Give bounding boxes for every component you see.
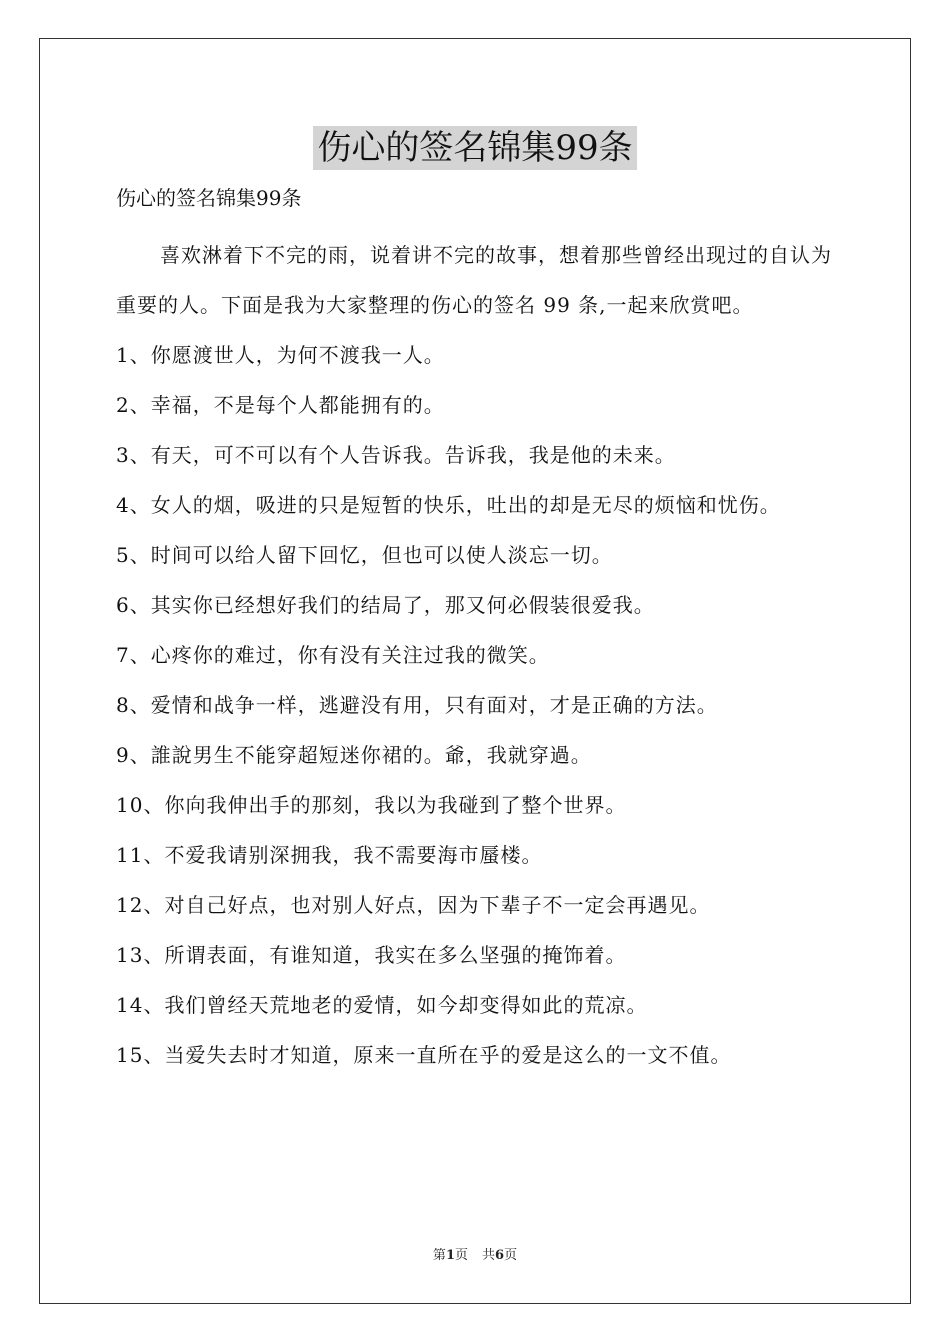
- list-item: 10、你向我伸出手的那刻，我以为我碰到了整个世界。: [116, 793, 627, 817]
- list-item: 1、你愿渡世人，为何不渡我一人。: [116, 343, 445, 367]
- page-current: 1: [445, 1248, 455, 1263]
- list-item: 4、女人的烟，吸进的只是短暂的快乐，吐出的却是无尽的烦恼和忧伤。: [116, 493, 781, 517]
- list-item: 14、我们曾经天荒地老的爱情，如今却变得如此的荒凉。: [116, 993, 648, 1017]
- list-item: 12、对自己好点，也对别人好点，因为下辈子不一定会再遇见。: [116, 893, 711, 917]
- list-item: 15、当爱失去时才知道，原来一直所在乎的爱是这么的一文不值。: [116, 1043, 732, 1067]
- list-item: 5、时间可以给人留下回忆，但也可以使人淡忘一切。: [116, 543, 613, 567]
- document-title: 伤心的签名锦集99条: [313, 126, 636, 170]
- list-item: 13、所谓表面，有谁知道，我实在多么坚强的掩饰着。: [116, 943, 627, 967]
- list-item: 6、其实你已经想好我们的结局了，那又何必假装很爱我。: [116, 593, 655, 617]
- list-item: 7、心疼你的难过，你有没有关注过我的微笑。: [116, 643, 550, 667]
- document-body: [116, 230, 836, 1080]
- page-prefix: 第: [432, 1248, 446, 1263]
- page-footer: [0, 1247, 950, 1265]
- list-item: 8、爱情和战争一样，逃避没有用，只有面对，才是正确的方法。: [116, 693, 718, 717]
- page-suffix: 页: [454, 1248, 468, 1263]
- page-total: 6: [495, 1248, 505, 1263]
- document-subtitle: 伤心的签名锦集99条: [116, 186, 302, 210]
- list-item: 2、幸福，不是每个人都能拥有的。: [116, 393, 445, 417]
- title-container: [0, 126, 950, 170]
- total-prefix: 共: [482, 1248, 496, 1263]
- total-suffix: 页: [504, 1248, 518, 1263]
- list-item: 9、誰說男生不能穿超短迷你裙的。爺，我就穿過。: [116, 743, 592, 767]
- list-item: 3、有天，可不可以有个人告诉我。告诉我，我是他的未来。: [116, 443, 676, 467]
- list-item: 11、不爱我请别深拥我，我不需要海市蜃楼。: [116, 843, 543, 867]
- intro-paragraph: 喜欢淋着下不完的雨，说着讲不完的故事，想着那些曾经出现过的自认为重要的人。下面是我为大家整理的伤心的签名 99 条,一起来欣赏吧。: [116, 243, 832, 317]
